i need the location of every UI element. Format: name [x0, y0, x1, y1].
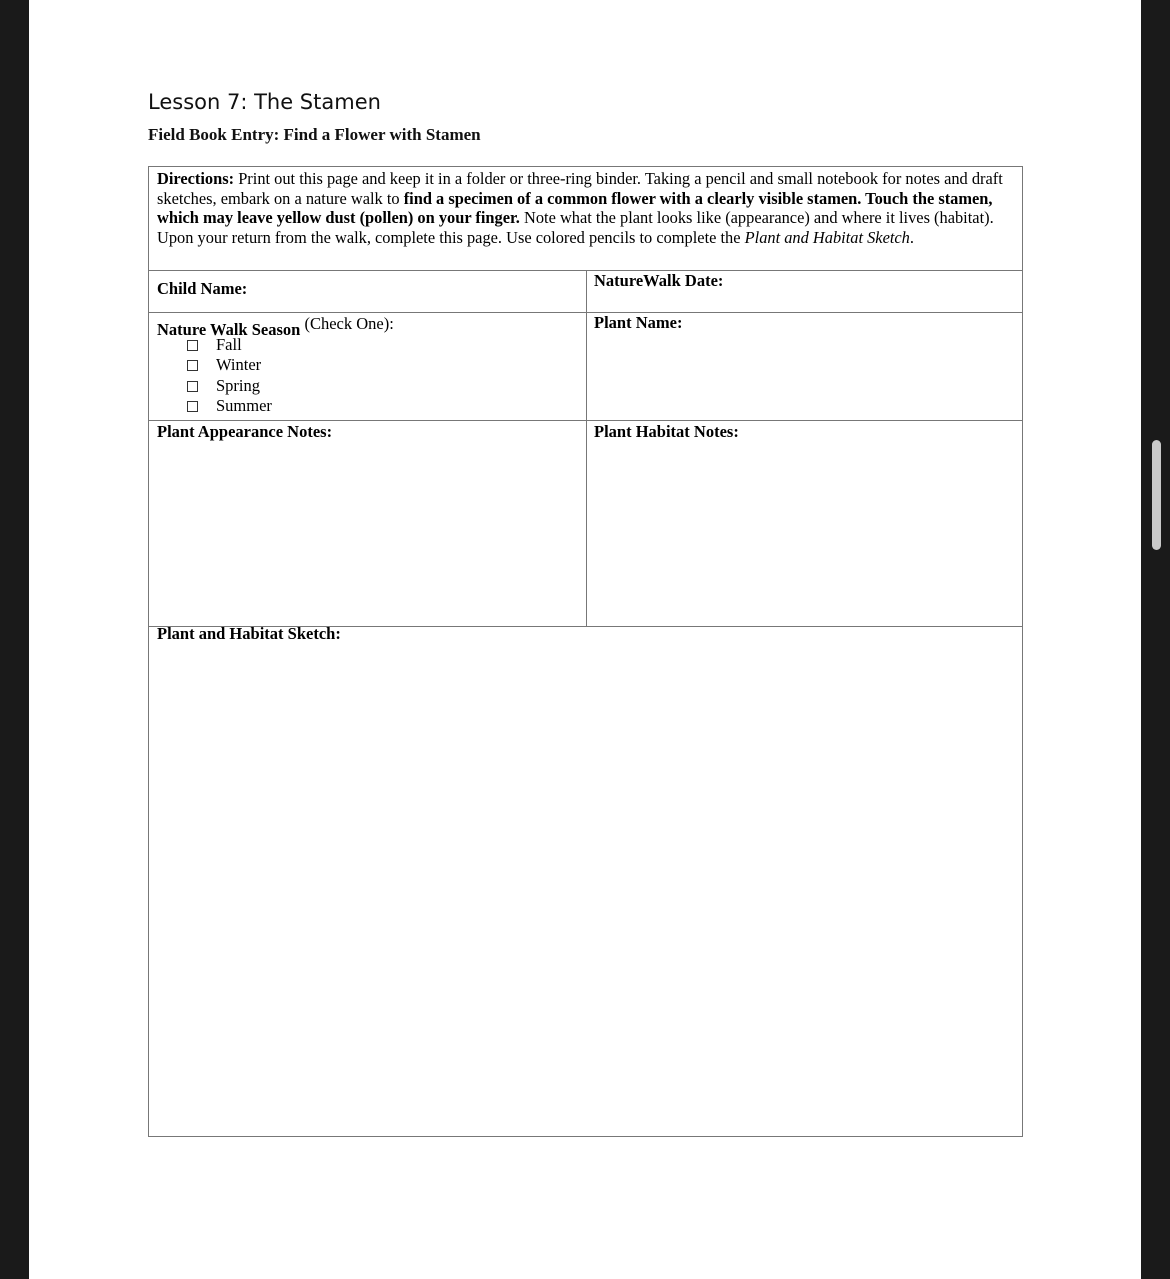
nature-walk-date-label: NatureWalk Date: — [594, 271, 724, 290]
season-label: Nature Walk Season — [157, 320, 301, 339]
entry-title: Field Book Entry: Find a Flower with Stamen — [148, 125, 481, 144]
worksheet-table — [148, 166, 1023, 1137]
directions-bold-1: find a specimen of a common flower with a clearly visible stamen. Touch the stamen, which may leave yellow dust (pollen) on your finger. — [157, 188, 993, 228]
column-divider — [586, 270, 587, 626]
checkbox-icon[interactable] — [187, 401, 198, 412]
season-option-label: Fall — [216, 335, 242, 354]
season-option-spring[interactable] — [187, 376, 260, 396]
season-option-fall[interactable] — [187, 335, 242, 355]
plant-habitat-sketch-label: Plant and Habitat Sketch: — [157, 624, 341, 643]
season-hint: (Check One): — [304, 314, 394, 333]
directions-text — [157, 169, 1019, 247]
scrollbar-thumb[interactable] — [1152, 440, 1161, 550]
child-name-label: Child Name: — [157, 279, 248, 298]
plant-habitat-notes-label: Plant Habitat Notes: — [594, 422, 739, 441]
season-option-label: Spring — [216, 376, 261, 395]
directions-text-1: Print out this page and keep it in a folder or three-ring binder. Taking a pencil and small notebook for notes and draft sketches, embark on a nature walk to — [157, 169, 1003, 208]
season-option-label: Summer — [216, 396, 272, 415]
checkbox-icon[interactable] — [187, 381, 198, 392]
directions-label: Directions: — [157, 169, 235, 188]
directions-italic-1: Plant and Habitat Sketch — [744, 227, 910, 247]
checkbox-icon[interactable] — [187, 360, 198, 371]
season-option-label: Winter — [216, 355, 262, 374]
lesson-title: Lesson 7: The Stamen — [148, 90, 381, 114]
directions-text-3: . — [909, 227, 914, 247]
season-option-summer[interactable] — [187, 396, 272, 416]
plant-name-label: Plant Name: — [594, 313, 683, 332]
season-option-winter[interactable] — [187, 355, 261, 375]
checkbox-icon[interactable] — [187, 340, 198, 351]
directions-text-2: Note what the plant looks like (appearance) and where it lives (habitat). Upon your return from the walk, complete this page. Use colored pencils to complete the — [157, 208, 994, 247]
plant-appearance-notes-label: Plant Appearance Notes: — [157, 422, 333, 441]
